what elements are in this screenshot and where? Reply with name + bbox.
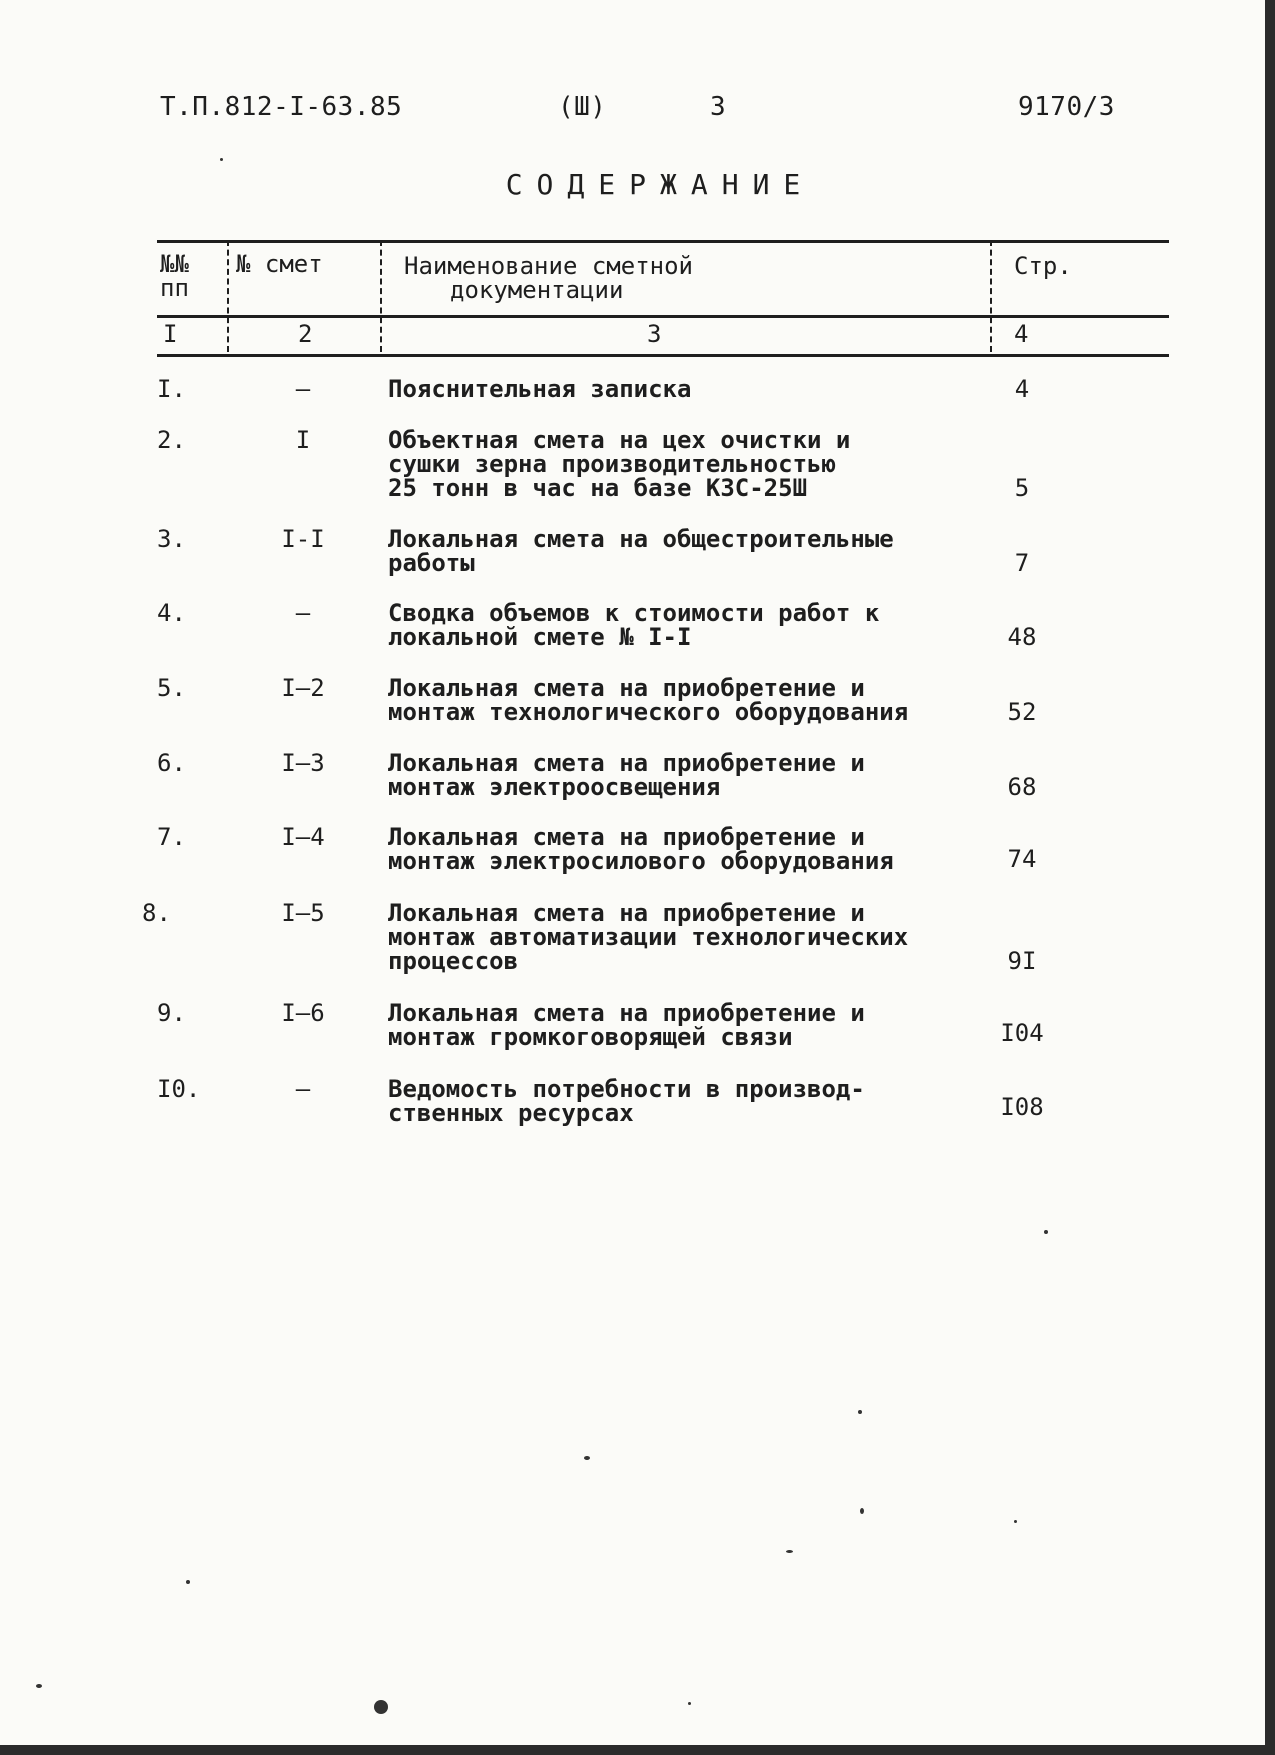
row-page: 5 (1014, 474, 1030, 502)
header-page: Стр. (1014, 252, 1072, 280)
row-number: 2. (157, 426, 186, 454)
scan-speck (374, 1700, 388, 1714)
row-document-name: Локальная смета на приобретение и монтаж электросилового оборудования (388, 823, 894, 875)
scan-speck (1044, 1230, 1048, 1234)
row-number: 8. (142, 899, 171, 927)
row-estimate-number: I–5 (281, 899, 325, 927)
column-number: I (163, 320, 178, 348)
row-page: 52 (1007, 698, 1037, 726)
scan-speck (1014, 1520, 1017, 1523)
row-page: I08 (1000, 1093, 1044, 1121)
row-estimate-number: I–6 (281, 999, 325, 1027)
row-page: 4 (1014, 375, 1030, 403)
column-separator (380, 240, 382, 352)
scan-speck (858, 1410, 862, 1414)
page-title: СОДЕРЖАНИЕ (505, 168, 815, 201)
row-number: I0. (157, 1075, 201, 1103)
scan-speck (36, 1684, 42, 1688)
header-top-rule (157, 240, 1169, 243)
row-estimate-number: I–3 (281, 749, 325, 777)
document-code: Т.П.812-I-63.85 (160, 92, 403, 122)
row-document-name: Локальная смета на общестроительные работы (388, 525, 894, 577)
column-number: 4 (1014, 320, 1029, 348)
scan-speck (186, 1580, 190, 1584)
header-name-line2: документации (450, 276, 624, 304)
column-separator (227, 240, 229, 352)
sheet-code: 9170/3 (1018, 92, 1115, 122)
header-name-line1: Наименование сметной (404, 252, 693, 280)
row-document-name: Локальная смета на приобретение и монтаж громкоговорящей связи (388, 999, 865, 1051)
scan-speck (688, 1702, 691, 1705)
row-number: 4. (157, 599, 186, 627)
row-number: I. (157, 375, 186, 403)
row-document-name: Объектная смета на цех очистки и сушки зерна производительностью 25 тонн в час на базе КЗС-25Ш (388, 426, 851, 502)
header-bottom-rule (157, 354, 1169, 357)
row-number: 3. (157, 525, 186, 553)
row-document-name: Локальная смета на приобретение и монтаж технологического оборудования (388, 674, 909, 726)
header-num-line1: №№ (160, 250, 189, 278)
row-document-name: Локальная смета на приобретение и монтаж электроосвещения (388, 749, 865, 801)
row-number: 9. (157, 999, 186, 1027)
row-page: 68 (1007, 773, 1037, 801)
header-num-line2: пп (160, 274, 189, 302)
row-estimate-number: – (295, 599, 311, 627)
row-number: 7. (157, 823, 186, 851)
row-estimate-number: I-I (281, 525, 325, 553)
row-estimate-number: I–4 (281, 823, 325, 851)
row-estimate-number: I (295, 426, 311, 454)
column-number: 3 (647, 320, 662, 348)
scan-speck (786, 1550, 793, 1553)
row-page: 48 (1007, 623, 1037, 651)
row-estimate-number: – (295, 375, 311, 403)
scan-speck (220, 158, 223, 161)
column-separator (990, 240, 992, 352)
header-mid-rule (157, 315, 1169, 318)
header-estimate: № смет (236, 250, 323, 278)
page-number: 3 (710, 92, 727, 122)
row-page: 7 (1014, 549, 1030, 577)
scan-speck (860, 1508, 864, 1514)
row-estimate-number: I–2 (281, 674, 325, 702)
volume-number: (Ш) (558, 92, 607, 122)
row-page: 74 (1007, 845, 1037, 873)
row-document-name: Сводка объемов к стоимости работ к локальной смете № I-I (388, 599, 880, 651)
row-number: 6. (157, 749, 186, 777)
scan-speck (584, 1456, 590, 1460)
row-number: 5. (157, 674, 186, 702)
row-document-name: Локальная смета на приобретение и монтаж автоматизации технологических процессов (388, 899, 909, 975)
column-number: 2 (298, 320, 313, 348)
row-document-name: Пояснительная записка (388, 375, 692, 403)
row-document-name: Ведомость потребности в производ- ственных ресурсах (388, 1075, 865, 1127)
row-estimate-number: – (295, 1075, 311, 1103)
row-page: I04 (1000, 1019, 1044, 1047)
row-page: 9I (1007, 947, 1037, 975)
